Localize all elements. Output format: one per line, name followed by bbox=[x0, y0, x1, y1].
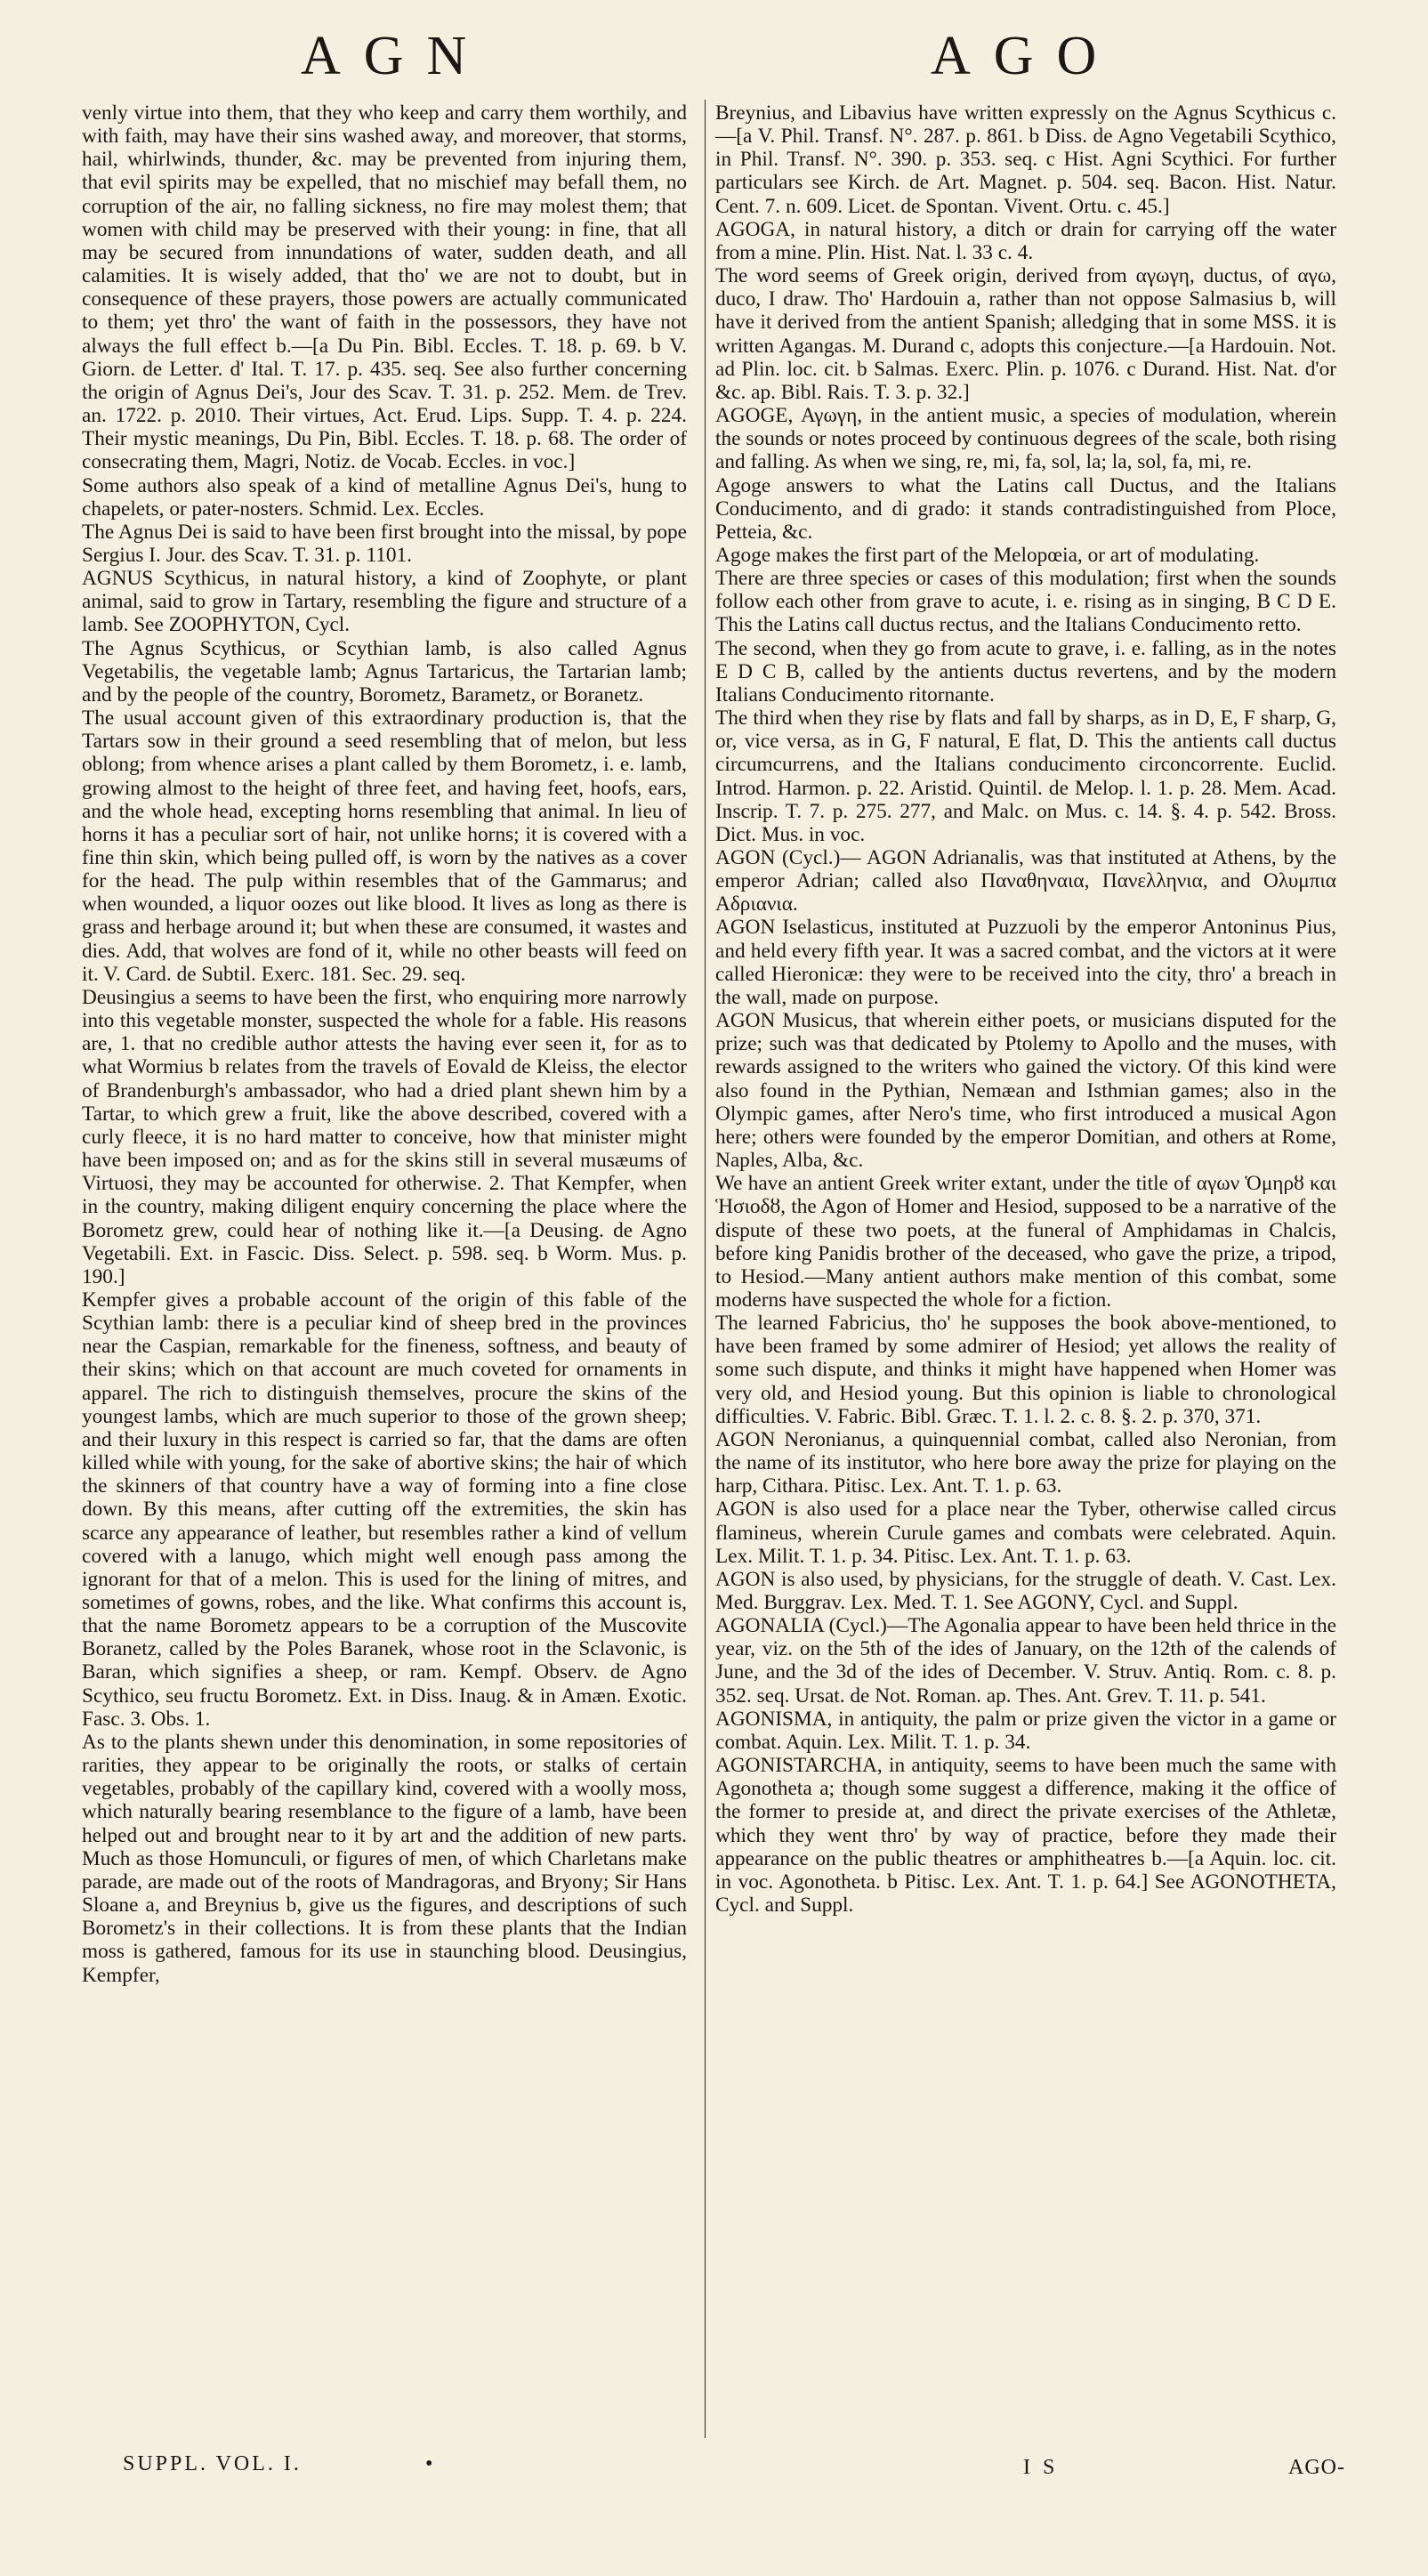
paragraph: Some authors also speak of a kind of metalline Agnus Dei's, hung to chapelets, or pater-nosters. Schmid. Lex. Eccles. bbox=[82, 473, 687, 521]
paragraph: AGON is also used, by physicians, for the struggle of death. V. Cast. Lex. Med. Burggrav. Lex. Med. T. 1. See AGONY, Cycl. and Suppl. bbox=[715, 1567, 1336, 1614]
paragraph: AGONISTARCHA, in antiquity, seems to have been much the same with Agonotheta a; though some suggest a difference, making it the office of the former to preside at, and direct the private exercises of the Athletæ, which they went thro' by way of practice, before they made their appearance on the public theatres or amphitheatres b.—[a Aquin. loc. cit. in voc. Agonotheta. b Pitisc. Lex. Ant. T. 1. p. 64.] See AGONOTHETA, Cycl. and Suppl. bbox=[715, 1754, 1336, 1918]
paragraph: We have an antient Greek writer extant, under the title of αγων Ὁμηρȣ και Ἡσιοδȣ, the Agon of Homer and Hesiod, supposed to be a narrative of the dispute of these two poets, at the funeral of Amphidamas in Chalcis, before king Panidis brother of the deceased, who gave the prize, a tripod, to Hesiod.—Many antient authors make mention of this combat, some moderns have suspected the whole for a fiction. bbox=[715, 1172, 1336, 1312]
paragraph: The word seems of Greek origin, derived from αγωγη, ductus, of αγω, duco, I draw. Tho' Hardouin a, rather than not oppose Salmasius b, will have it derived from the antient Spanish; alledging that in some MSS. it is written Agangas. M. Durand c, adopts this conjecture.—[a Hardouin. Not. ad Plin. loc. cit. b Salmas. Exerc. Plin. p. 1076. c Durand. Hist. Nat. d'or &c. ap. Bibl. Rais. T. 3. p. 32.] bbox=[715, 264, 1336, 404]
running-head-left: AGN bbox=[301, 26, 490, 86]
left-column bbox=[82, 101, 687, 1987]
paragraph: As to the plants shewn under this denomination, in some repositories of rarities, they appear to be originally the roots, or stalks of certain vegetables, probably of the capillary kind, covered with a woolly moss, which naturally bearing resemblance to the figure of a lamb, have been helped out and brought near to it by art and the addition of new parts. Much as those Homunculi, or figures of men, of which Charletans make parade, are made out of the roots of Mandragoras, and Bryony; Sir Hans Sloane a, and Breynius b, give us the figures, and descriptions of such Borometz's in their collections. It is from these plants that the Indian moss is gathered, famous for its use in staunching blood. Deusingius, Kempfer, bbox=[82, 1730, 687, 1987]
paragraph: AGON Musicus, that wherein either poets, or musicians disputed for the prize; such was that dedicated by Ptolemy to Apollo and the muses, with rewards assigned to the writers who gained the victory. Of this kind were also found in the Pythian, Nemæan and Isthmian games; also in the Olympic games, after Nero's time, who first introduced a musical Agon here; others were founded by the emperor Domitian, and others at Rome, Naples, Alba, &c. bbox=[715, 1009, 1336, 1173]
volume-footer: SUPPL. VOL. I. bbox=[123, 2452, 302, 2475]
signature-mark: I S bbox=[1023, 2456, 1059, 2479]
paragraph: Kempfer gives a probable account of the origin of this fable of the Scythian lamb: there is a peculiar kind of sheep bred in the provinces near the Caspian, remarkable for the fineness, softness, and beauty of their skins; which on that account are much coveted for ornaments in apparel. The rich to distinguish themselves, procure the skins of the youngest lambs, which are much superior to those of the grown sheep; and their luxury in this respect is carried so far, that the dams are often killed while with young, for the sake of abortive skins; the hair of which the skinners of that country have a way of forming into a fine close down. By this means, after cutting off the extremities, the skin has scarce any appearance of leather, but resembles rather a kind of vellum covered with a lanugo, which might well enough pass among the ignorant for that of a melon. This is used for the lining of mitres, and sometimes of gowns, robes, and the like. What confirms this account is, that the name Borometz appears to be a corruption of the Muscovite Boranetz, called by the Poles Baranek, whose root in the Sclavonic, is Baran, which signifies a sheep, or ram. Kempf. Observ. de Agno Scythico, seu fructu Borometz. Ext. in Diss. Inaug. & in Amæn. Exotic. Fasc. 3. Obs. 1. bbox=[82, 1288, 687, 1731]
paragraph: AGON (Cycl.)— AGON Adrianalis, was that instituted at Athens, by the emperor Adrian; called also Παναθηναια, Πανελληνια, and Ολυμπια Αδριανια. bbox=[715, 846, 1336, 917]
paragraph: The second, when they go from acute to grave, i. e. falling, as in the notes E D C B, called by the antients ductus revertens, and by the modern Italians Conducimento ritornante. bbox=[715, 636, 1336, 707]
paragraph: AGON Neronianus, a quinquennial combat, called also Neronian, from the name of its institutor, who here bore away the prize for playing on the harp, Cithara. Pitisc. Lex. Ant. T. 1. p. 63. bbox=[715, 1427, 1336, 1498]
paragraph: AGOGE, Αγωγη, in the antient music, a species of modulation, wherein the sounds or notes proceed by continuous degrees of the scale, both rising and falling. As when we sing, re, mi, fa, sol, la; la, sol, fa, mi, re. bbox=[715, 404, 1336, 474]
catchword: AGO- bbox=[1288, 2456, 1345, 2479]
paragraph: The third when they rise by flats and fall by sharps, as in D, E, F sharp, G, or, vice versa, as in G, F natural, E flat, D. This the antients call ductus circumcurrens, and the Italians conducimento circoncorrente. Euclid. Introd. Harmon. p. 22. Aristid. Quintil. de Melop. l. 1. p. 28. Mem. Acad. Inscrip. T. 7. p. 275. 277, and Malc. on Mus. c. 14. §. 4. p. 542. Bross. Dict. Mus. in voc. bbox=[715, 707, 1336, 846]
footer-bullet: • bbox=[425, 2452, 433, 2475]
paragraph: There are three species or cases of this modulation; first when the sounds follow each other from grave to acute, i. e. rising as in singing, B C D E. This the Latins call ductus rectus, and the Italians Conducimento retto. bbox=[715, 567, 1336, 637]
paragraph: AGNUS Scythicus, in natural history, a kind of Zoophyte, or plant animal, said to grow in Tartary, resembling the figure and structure of a lamb. See ZOOPHYTON, Cycl. bbox=[82, 567, 687, 637]
paragraph: AGON is also used for a place near the Tyber, otherwise called circus flamineus, wherein Curule games and combats were celebrated. Aquin. Lex. Milit. T. 1. p. 34. Pitisc. Lex. Ant. T. 1. p. 63. bbox=[715, 1498, 1336, 1568]
paragraph: The usual account given of this extraordinary production is, that the Tartars sow in their ground a seed resembling that of melon, but less oblong; from whence arises a plant called by them Borometz, i. e. lamb, growing almost to the height of three feet, and having feet, hoofs, ears, and the whole head, excepting horns resembling that animal. In lieu of horns it has a peculiar sort of hair, not unlike horns; it is covered with a fine thin skin, which being pulled off, is worn by the natives as a cover for the head. The pulp within resembles that of the Gammarus; and when wounded, a liquor oozes out like blood. It lives as long as there is grass and herbage around it; but when these are consumed, it wastes and dies. Add, that wolves are fond of it, while no other beasts will feed on it. V. Card. de Subtil. Exerc. 181. Sec. 29. seq. bbox=[82, 707, 687, 986]
paragraph: Deusingius a seems to have been the first, who enquiring more narrowly into this vegetable monster, suspected the whole for a fable. His reasons are, 1. that no credible author attests the having ever seen it, for as to what Wormius b relates from the travels of Eovald de Kleiss, the elector of Brandenburgh's ambassador, who had a dried plant shewn him by a Tartar, to which grew a fruit, like the above described, covered with a curly fleece, it is no hard matter to conceive, how that minister might have been imposed on; and as for the skins still in several musæums of Virtuosi, they may be accounted for otherwise. 2. That Kempfer, when in the country, making diligent enquiry concerning the place where the Borometz grew, could hear of nothing like it.—[a Deusing. de Agno Vegetabili. Ext. in Fascic. Diss. Select. p. 598. seq. b Worm. Mus. p. 190.] bbox=[82, 985, 687, 1288]
paragraph: The Agnus Scythicus, or Scythian lamb, is also called Agnus Vegetabilis, the vegetable lamb; Agnus Tartaricus, the Tartarian lamb; and by the people of the country, Borometz, Barametz, or Boranetz. bbox=[82, 636, 687, 707]
paragraph: The learned Fabricius, tho' he supposes the book above-mentioned, to have been framed by some admirer of Hesiod; yet allows the reality of some such dispute, and thinks it might have happened when Homer was very old, and Hesiod young. But this opinion is liable to chronological difficulties. V. Fabric. Bibl. Græc. T. 1. l. 2. c. 8. §. 2. p. 370, 371. bbox=[715, 1312, 1336, 1428]
paragraph: Agoge answers to what the Latins call Ductus, and the Italians Conducimento, and di grado: it stands contradistinguished from Ploce, Petteia, &c. bbox=[715, 473, 1336, 544]
column-divider bbox=[705, 100, 706, 2438]
paragraph: venly virtue into them, that they who keep and carry them worthily, and with faith, may have their sins washed away, and moreover, that storms, hail, whirlwinds, thunder, &c. may be prevented from injuring them, that evil spirits may be expelled, that no mischief may befall them, no corruption of the air, no falling sickness, no fire may molest them; that women with child may be preserved with their young: in fine, that all may be secured from innundations of water, sudden death, and all calamities. It is wisely added, that tho' we are not to doubt, but in consequence of these prayers, those powers are actually communicated to them; yet thro' the want of faith in the possessors, they have not always the full effect b.—[a Du Pin. Bibl. Eccles. T. 18. p. 69. b V. Giorn. de Letter. d' Ital. T. 17. p. 435. seq. See also further concerning the origin of Agnus Dei's, Jour des Scav. T. 31. p. 252. Mem. de Trev. an. 1722. p. 2010. Their virtues, Act. Erud. Lips. Supp. T. 4. p. 224. Their mystic meanings, Du Pin, Bibl. Eccles. T. 18. p. 68. The order of consecrating them, Magri, Notiz. de Vocab. Eccles. in voc.] bbox=[82, 101, 687, 474]
right-column bbox=[715, 101, 1336, 1917]
paragraph: The Agnus Dei is said to have been first brought into the missal, by pope Sergius I. Jour. des Scav. T. 31. p. 1101. bbox=[82, 520, 687, 567]
paragraph: AGONISMA, in antiquity, the palm or prize given the victor in a game or combat. Aquin. Lex. Milit. T. 1. p. 34. bbox=[715, 1707, 1336, 1754]
paragraph: AGON Iselasticus, instituted at Puzzuoli by the emperor Antoninus Pius, and held every fifth year. It was a sacred combat, and the victors at it were called Hieronicæ: they were to be received into the city, thro' a breach in the wall, made on purpose. bbox=[715, 916, 1336, 1009]
running-head-right: AGO bbox=[931, 26, 1120, 86]
paragraph: AGONALIA (Cycl.)—The Agonalia appear to have been held thrice in the year, viz. on the 5th of the ides of January, on the 12th of the calends of June, and the 3d of the ides of December. V. Struv. Antiq. Rom. c. 8. p. 352. seq. Ursat. de Not. Roman. ap. Thes. Ant. Grev. T. 11. p. 541. bbox=[715, 1614, 1336, 1708]
paragraph: AGOGA, in natural history, a ditch or drain for carrying off the water from a mine. Plin. Hist. Nat. l. 33 c. 4. bbox=[715, 217, 1336, 264]
paragraph: Agoge makes the first part of the Melopœia, or art of modulating. bbox=[715, 543, 1260, 567]
paragraph: Breynius, and Libavius have written expressly on the Agnus Scythicus c.—[a V. Phil. Transf. N°. 287. p. 861. b Diss. de Agno Vegetabili Scythico, in Phil. Transf. N°. 390. p. 353. seq. c Hist. Agni Scythici. For further particulars see Kirch. de Art. Magnet. p. 504. seq. Bacon. Hist. Natur. Cent. 7. n. 609. Licet. de Spontan. Vivent. Ortu. c. 45.] bbox=[715, 101, 1336, 218]
